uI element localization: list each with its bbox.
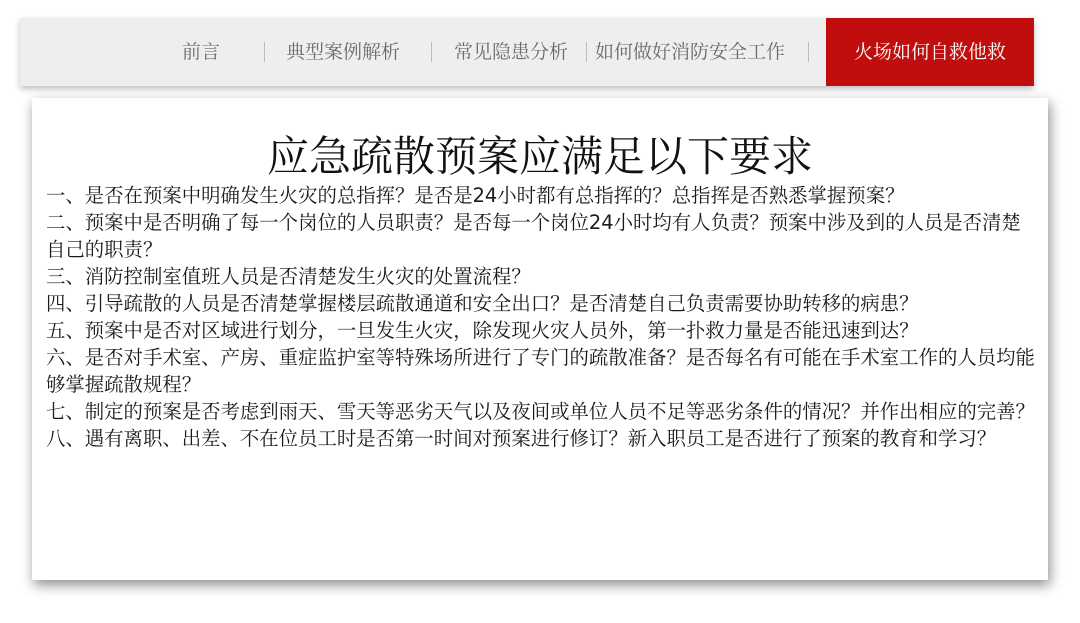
nav-tab-fire-safety-work[interactable]: 如何做好消防安全工作 <box>595 41 786 63</box>
top-navigation-bar <box>20 18 1034 86</box>
nav-separator <box>808 42 809 62</box>
list-item: 二、预案中是否明确了每一个岗位的人员职责？是否每一个岗位24小时均有人负责？预案中涉及到的人员是否清楚自己的职责？ <box>46 211 1021 261</box>
nav-separator <box>586 42 587 62</box>
nav-tab-typical-cases[interactable]: 典型案例解析 <box>286 41 401 63</box>
list-item: 四、引导疏散的人员是否清楚掌握楼层疏散通道和安全出口？是否清楚自己负责需要协助转移的病患？ <box>46 292 919 315</box>
list-item: 六、是否对手术室、产房、重症监护室等特殊场所进行了专门的疏散准备？是否每名有可能在手术室工作的人员均能够掌握疏散规程？ <box>46 346 1035 396</box>
list-item: 一、是否在预案中明确发生火灾的总指挥？是否是24小时都有总指挥的？总指挥是否熟悉掌握预案？ <box>46 184 905 207</box>
list-item: 五、预案中是否对区域进行划分，一旦发生火灾，除发现火灾人员外，第一扑救力量是否能迅速到达？ <box>46 319 919 342</box>
nav-tab-preface[interactable]: 前言 <box>182 41 221 63</box>
nav-tab-fire-self-rescue[interactable]: 火场如何自救他救 <box>826 18 1034 86</box>
list-item: 七、制定的预案是否考虑到雨天、雪天等恶劣天气以及夜间或单位人员不足等恶劣条件的情况？并作出相应的完善？ <box>46 400 1035 423</box>
requirements-list <box>46 182 1038 452</box>
nav-separator <box>264 42 265 62</box>
list-item: 三、消防控制室值班人员是否清楚发生火灾的处置流程？ <box>46 265 531 288</box>
nav-tab-common-hazards[interactable]: 常见隐患分析 <box>454 41 569 63</box>
list-item: 八、遇有离职、出差、不在位员工时是否第一时间对预案进行修订？新入职员工是否进行了预案的教育和学习？ <box>46 427 997 450</box>
nav-separator <box>431 42 432 62</box>
page-title: 应急疏散预案应满足以下要求 <box>266 132 813 181</box>
content-card <box>32 98 1048 580</box>
